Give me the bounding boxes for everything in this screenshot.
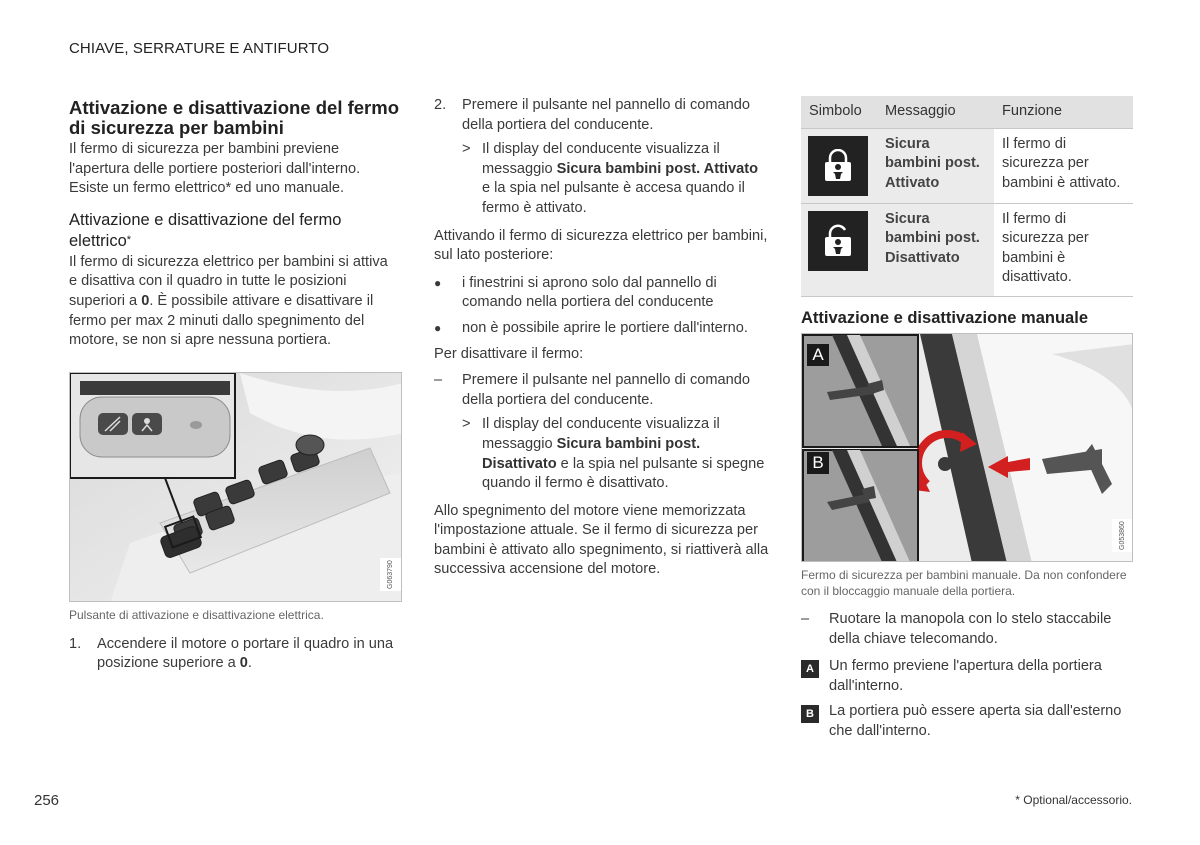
table-row [801, 203, 1133, 296]
message-cell: Sicura bambini post. Disattivato [877, 203, 994, 296]
result-text-b: e la spia nel pulsante è accesa quando il fermo è attivato. [482, 180, 745, 216]
child-lock-off-icon [808, 211, 868, 271]
legend-text: Un fermo previene l'apertura della portiera dall'interno. [829, 658, 1102, 694]
child-lock-on-icon [808, 136, 868, 196]
step-number: 2. [434, 97, 447, 113]
main-title: Attivazione e disattivazione del fermo di sicurezza per bambini [69, 97, 399, 138]
electric-lock-subtitle-text: Attivazione e disattivazione del fermo elettrico [69, 210, 342, 250]
step-2 [434, 96, 769, 135]
manual-lock-caption: Fermo di sicurezza per bambini manuale. Da non confondere con il bloccaggio manuale della portiera. [801, 567, 1127, 598]
table-header-row [801, 96, 1133, 128]
table-row [801, 128, 1133, 203]
ignition-position: 0 [141, 292, 150, 309]
function-cell: Il fermo di sicurezza per bambini è attivato. [994, 128, 1133, 203]
symbol-cell [801, 203, 877, 296]
deactivate-step [434, 371, 769, 410]
header-symbol: Simbolo [801, 96, 877, 128]
manual-lock-image [801, 333, 1133, 562]
result-marker: > [462, 416, 471, 433]
header-message: Messaggio [877, 96, 994, 128]
column-left [69, 96, 399, 674]
door-panel-illustration [70, 373, 402, 602]
legend-letter-a: A [801, 660, 819, 678]
dash-marker: – [434, 372, 443, 389]
footer-note: * Optional/accessorio. [1015, 793, 1132, 807]
step-2-result [462, 140, 769, 218]
deactivate-intro: Per disattivare il fermo: [434, 345, 584, 362]
message-cell: Sicura bambini post. Attivato [877, 128, 994, 203]
symbol-cell [801, 128, 877, 203]
message-activated: Sicura bambini post. Attivato [556, 160, 759, 177]
result-text-a: Il display del conducente visualizza il messaggio [482, 416, 720, 452]
intro-paragraph: Il fermo di sicurezza per bambini previene l'apertura delle portiere posteriori dall'interno. Esiste un fermo elettrico* ed uno manuale. [69, 141, 361, 197]
image-code: G063790 [380, 558, 402, 591]
result-marker: > [462, 141, 471, 158]
activation-paragraph: Attivando il fermo di sicurezza elettrico per bambini, sul lato posteriore: [434, 227, 768, 264]
legend-text: La portiera può essere aperta sia dall'esterno che dall'interno. [829, 703, 1122, 739]
manual-lock-illustration [802, 334, 1133, 562]
door-panel-button-image [69, 372, 402, 602]
message-deactivated: Sicura bambini post. Disattivato [482, 435, 701, 472]
electric-lock-paragraph [69, 253, 399, 351]
symbol-table [801, 96, 1133, 297]
column-right [801, 96, 1133, 742]
step-1-text [97, 635, 399, 674]
image-code: G053860 [1112, 519, 1133, 552]
step-2-text: Premere il pulsante nel pannello di comando della portiera del conducente. [462, 97, 750, 133]
image-caption: Pulsante di attivazione e disattivazione elettrica. [69, 607, 324, 622]
electric-lock-text-1: Il fermo di sicurezza elettrico per bambini si attiva e disattiva con il quadro in tutte le posizioni superiori a [69, 253, 388, 309]
legend-marker [801, 702, 829, 741]
deactivate-result [462, 415, 769, 493]
step-1 [69, 635, 399, 674]
manual-step [801, 610, 1133, 649]
step-1-text-a: Accendere il motore o portare il quadro in una posizione superiore a [97, 635, 394, 672]
legend-item-b [801, 702, 1133, 741]
bullet-text: non è possibile aprire le portiere dall'interno. [462, 319, 748, 336]
manual-step-text: Ruotare la manopola con lo stelo staccabile della chiave telecomando. [829, 610, 1112, 647]
step-2-result-text [482, 140, 769, 218]
column-middle [434, 96, 769, 580]
legend-marker [801, 657, 829, 696]
header-function: Funzione [994, 96, 1133, 128]
electric-lock-text-2: . È possibile attivare e disattivare il fermo per max 2 minuti dallo spegnimento del motore, se non si apre nessuna portiera. [69, 292, 374, 349]
optional-asterisk: * [126, 233, 132, 246]
result-text-b: e la spia nel pulsante si spegne quando il fermo è disattivato. [482, 455, 765, 492]
dash-marker: – [801, 610, 810, 627]
electric-lock-subtitle [69, 210, 399, 252]
label-b: B [807, 452, 829, 474]
result-text-a: Il display del conducente visualizza il messaggio [482, 141, 720, 177]
step-1-text-b: . [247, 655, 252, 672]
memory-paragraph: Allo spegnimento del motore viene memorizzata l'impostazione attuale. Se il fermo di sicurezza per bambini è attivato allo spegnimento, si riattiverà alla successiva accensione del motore. [434, 502, 769, 578]
manual-lock-subtitle: Attivazione e disattivazione manuale [801, 308, 1088, 327]
legend-letter-b: B [801, 705, 819, 723]
bullet-marker: ● [434, 275, 442, 290]
deactivate-result-text [482, 415, 769, 493]
bullet-item [434, 319, 769, 339]
bullet-marker: ● [434, 320, 442, 335]
bullet-item [434, 274, 769, 313]
page-number: 256 [34, 792, 60, 809]
step-1-ignition: 0 [239, 655, 248, 672]
deactivate-step-text: Premere il pulsante nel pannello di comando della portiera del conducente. [462, 372, 750, 408]
legend-item-a [801, 657, 1133, 696]
section-header: CHIAVE, SERRATURE E ANTIFURTO [69, 40, 330, 57]
label-a: A [807, 344, 829, 366]
step-number: 1. [69, 635, 82, 652]
bullet-text: i finestrini si aprono solo dal pannello di comando nella portiera del conducente [462, 274, 717, 311]
function-cell: Il fermo di sicurezza per bambini è disattivato. [994, 203, 1133, 296]
